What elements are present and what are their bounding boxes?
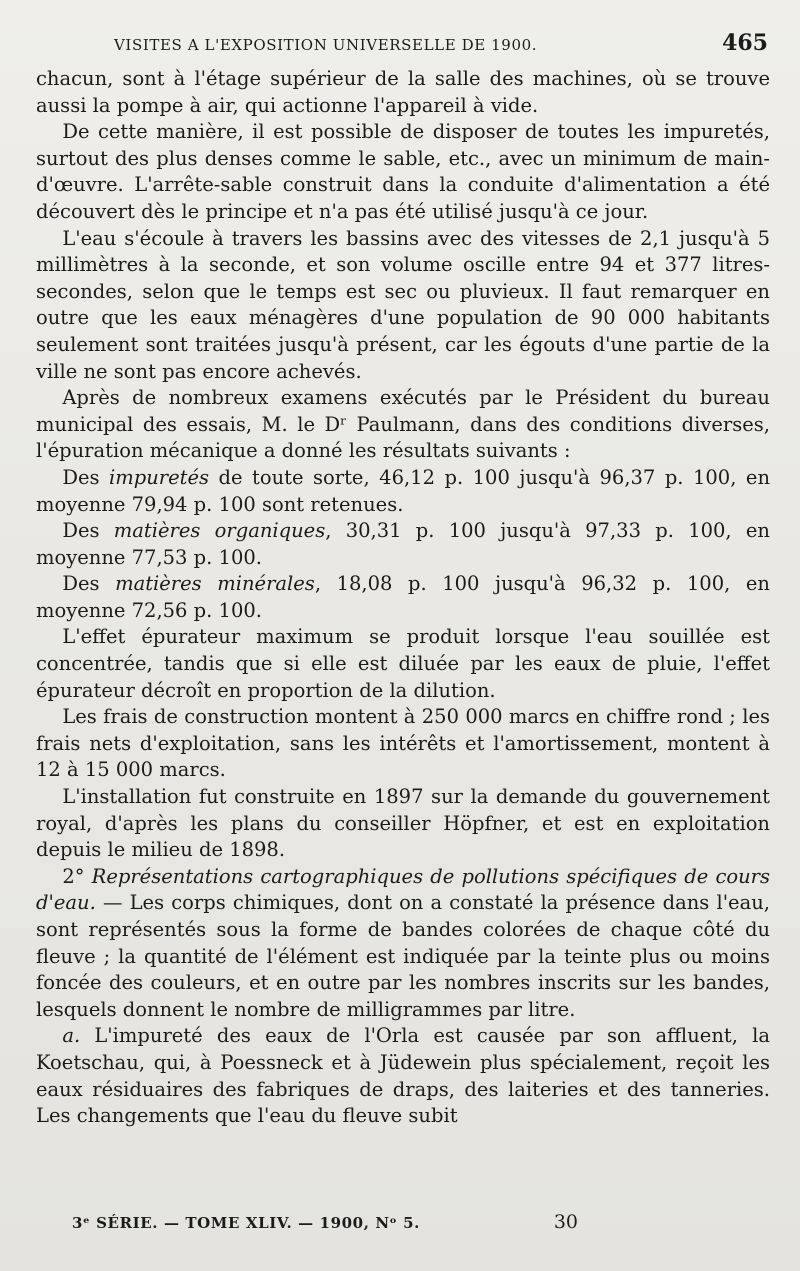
result-mineral-matter: Des matières minérales, 18,08 p. 100 jusqu'à 96,32 p. 100, en moyenne 72,56 p. 100. (36, 572, 770, 622)
paragraph-2: De cette manière, il est possible de disposer de toutes les impuretés, surtout des plus denses comme le sable, etc., avec un minimum de main-d'œuvre. L'arrête-sable construit dans la conduite d'alimentation a été découvert dès le principe et n'a pas été utilisé jusqu'à ce jour. (36, 120, 770, 223)
section-2-paragraph: 2° Représentations cartographiques de pollutions spécifiques de cours d'eau. — Les corps chimiques, dont on a constaté la présence dans l'eau, sont représentés sous la forme de bandes colorées de chaque côté du fleuve ; la quantité de l'élément est indiquée par la teinte plus ou moins foncée des couleurs, et en outre par les nombres inscrits sur les bandes, lesquels donnent le nombre de milligrammes par litre. (36, 864, 770, 1021)
paragraph-9: Les frais de construction montent à 250 000 marcs en chiffre rond ; les frais nets d'exploitation, sans les intérêts et l'amortissement, montent à 12 à 15 000 marcs. (36, 705, 770, 782)
paragraph-10: L'installation fut construite en 1897 sur la demande du gouvernement royal, d'après les plans du conseiller Höpfner, et est en exploitation depuis le milieu de 1898. (36, 785, 770, 862)
printer-signature: 3ᵉ SÉRIE. — TOME XLIV. — 1900, Nᵒ 5. (72, 1214, 420, 1232)
page-number: 465 (722, 30, 768, 56)
paragraph-3: L'eau s'écoule à travers les bassins avec des vitesses de 2,1 jusqu'à 5 millimètres à la seconde, et son volume oscille entre 94 et 377 litres-secondes, selon que le temps est sec ou pluvieux. Il faut remarquer en outre que les eaux ménagères d'une population de 90 000 habitants seulement sont traitées jusqu'à présent, car les égouts d'une partie de la ville ne sont pas encore achevés. (36, 226, 770, 383)
paragraph-8: L'effet épurateur maximum se produit lorsque l'eau souillée est concentrée, tandis que si elle est diluée par les eaux de pluie, l'effet épurateur décroît en proportion de la dilution. (36, 625, 770, 702)
body-text (36, 66, 770, 1130)
running-title: VISITES A L'EXPOSITION UNIVERSELLE DE 1900. (114, 36, 538, 54)
paragraph-4: Après de nombreux examens exécutés par le Président du bureau municipal des essais, M. le Dʳ Paulmann, dans des conditions diverses, l'épuration mécanique a donné les résultats suivants : (36, 386, 770, 463)
sheet-number: 30 (553, 1211, 578, 1233)
subsection-a-paragraph: a. L'impureté des eaux de l'Orla est causée par son affluent, la Koetschau, qui, à Poessneck et à Jüdewein plus spécialement, reçoit les eaux résiduaires des fabriques de draps, des laiteries et des tanneries. Les changements que l'eau du fleuve subit (36, 1024, 770, 1128)
result-organic-matter: Des matières organiques, 30,31 p. 100 jusqu'à 97,33 p. 100, en moyenne 77,53 p. 100. (36, 519, 770, 569)
page-footer (72, 1211, 578, 1233)
paragraph-1-continuation: chacun, sont à l'étage supérieur de la salle des machines, où se trouve aussi la pompe à air, qui actionne l'appareil à vide. (36, 67, 770, 117)
result-impurities: Des impuretés de toute sorte, 46,12 p. 100 jusqu'à 96,37 p. 100, en moyenne 79,94 p. 100 sont retenues. (36, 465, 771, 516)
running-head (36, 30, 770, 66)
